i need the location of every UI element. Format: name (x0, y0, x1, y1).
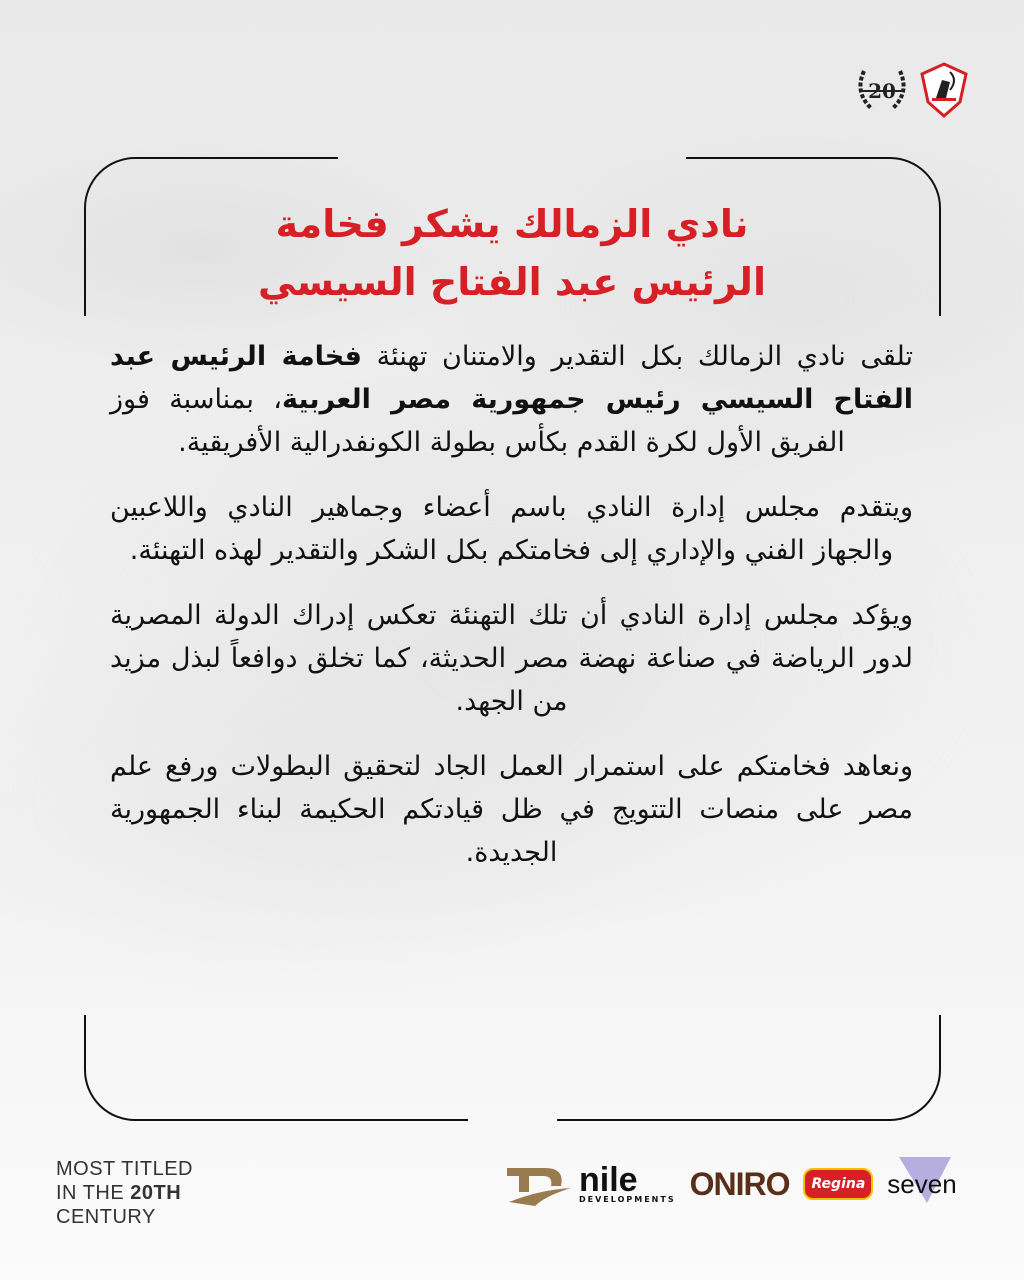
paragraph-4: ونعاهد فخامتكم على استمرار العمل الجاد لتحقيق البطولات ورفع علم مصر على منصات التتويج في ظل قيادتكم الحكيمة لبناء الجمهورية الجديدة. (110, 751, 913, 868)
seven-wordmark: seven (887, 1168, 957, 1199)
motto-line-2-bold: 20TH (130, 1182, 182, 1204)
p1-text-end: ، بمناسبة فوز الفريق الأول لكرة القدم بكأس بطولة الكونفدرالية الأفريقية. (110, 384, 845, 458)
motto-line-3: CENTURY (56, 1206, 156, 1228)
paragraph-1 (110, 335, 913, 464)
p1-bold-text: فخامة الرئيس عبد الفتاح السيسي رئيس جمهورية مصر العربية (110, 341, 913, 415)
svg-text:20: 20 (868, 79, 896, 103)
statement-body (110, 335, 913, 896)
sponsor-nile-developments (505, 1162, 676, 1206)
paragraph-2: ويتقدم مجلس إدارة النادي باسم أعضاء وجماهير النادي واللاعبين والجهاز الفني والإداري إلى فخامتكم بكل الشكر والتقدير لهذه التهنئة. (110, 492, 913, 566)
motto-line-2 (56, 1181, 193, 1205)
p1-text: تلقى نادي الزمالك بكل التقدير والامتنان تهنئة (361, 341, 914, 372)
sponsor-logos (505, 1162, 957, 1206)
header-logos (854, 62, 968, 118)
nile-mark-icon (505, 1162, 573, 1206)
nile-wordmark: nile (579, 1160, 638, 1199)
motto-line-1: MOST TITLED (56, 1158, 194, 1180)
title-line-2: الرئيس عبد الفتاح السيسي (258, 260, 766, 304)
anniversary-20-laurel-icon (854, 65, 910, 115)
motto-line-2-text: IN THE (56, 1182, 131, 1204)
paragraph-3: ويؤكد مجلس إدارة النادي أن تلك التهنئة تعكس إدراك الدولة المصرية لدور الرياضة في صناعة نهضة مصر الحديثة، كما تخلق دوافعاً لبذل مزيد من الجهد. (110, 600, 913, 717)
motto (56, 1157, 193, 1229)
zamalek-crest-icon (920, 62, 968, 118)
nile-subtitle: DEVELOPMENTS (579, 1194, 676, 1204)
title-line-1: نادي الزمالك يشكر فخامة (275, 202, 749, 246)
sponsor-regina: Regina (803, 1168, 873, 1200)
page-title (150, 195, 874, 311)
sponsor-oniro: ONIRO (689, 1165, 790, 1202)
sponsor-seven (887, 1169, 956, 1200)
